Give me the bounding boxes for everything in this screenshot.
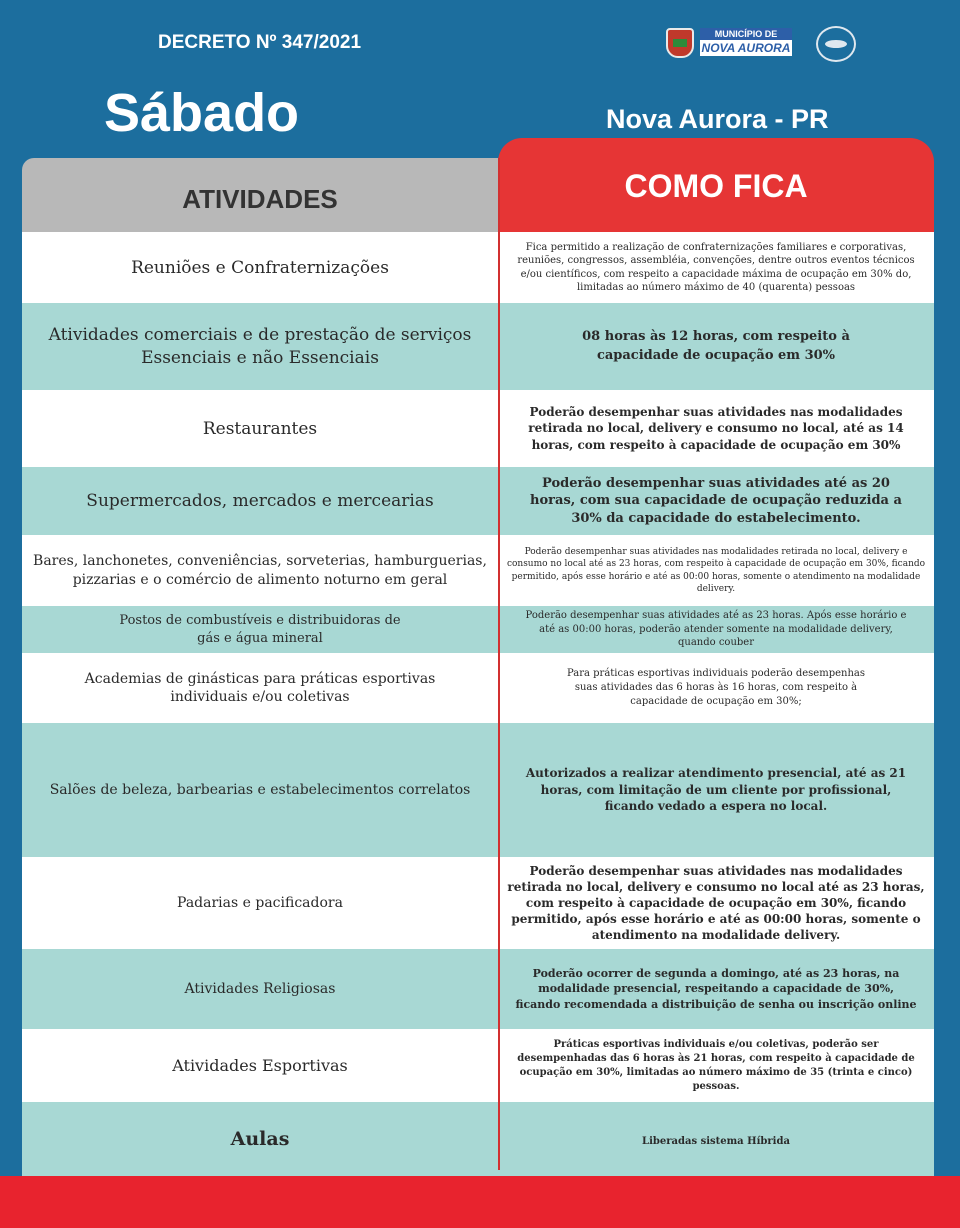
footer-band xyxy=(0,1176,960,1228)
table-row xyxy=(22,723,934,857)
how-cell: Poderão desempenhar suas atividades nas modalidades retirada no local, delivery e consumo no local até as 23 horas, com respeito à capacidade de ocupação em 30%, ficando permitido, após esse horário e até as 00:00 horas, somente o atendimento na modalidade delivery. xyxy=(507,863,925,943)
table-row xyxy=(22,653,934,723)
seal-icon xyxy=(816,26,856,62)
activity-cell: Academias de ginásticas para práticas esportivas individuais e/ou coletivas xyxy=(84,670,436,705)
activity-cell: Aulas xyxy=(230,1128,290,1150)
activities-header xyxy=(22,158,498,232)
table-row xyxy=(22,606,934,653)
table-row xyxy=(22,949,934,1029)
how-header xyxy=(498,138,934,232)
how-cell: Para práticas esportivas individuais poderão desempenhas suas atividades das 6 horas às 16 horas, com respeito à capacidade de ocupação em 30%; xyxy=(566,668,865,707)
activities-header-label: ATIVIDADES xyxy=(182,184,338,214)
activity-cell: Atividades comerciais e de prestação de serviços Essenciais e não Essenciais xyxy=(48,325,472,368)
how-cell: Poderão desempenhar suas atividades até as 20 horas, com sua capacidade de ocupação reduzida a 30% da capacidade do estabelecimento. xyxy=(530,475,902,526)
activity-cell: Supermercados, mercados e mercearias xyxy=(86,491,434,511)
logo-line1: MUNICÍPIO DE xyxy=(700,28,792,40)
column-divider xyxy=(498,158,500,1170)
table-row xyxy=(22,303,934,390)
how-cell: Poderão desempenhar suas atividades até as 23 horas. Após esse horário e até as 00:00 horas, poderão atender somente na modalidade delivery, quando couber xyxy=(525,610,907,649)
how-cell: Poderão desempenhar suas atividades nas modalidades retirada no local, delivery e consumo no local até as 23 horas, com respeito à capacidade de ocupação em 30%, ficando permitido, após esse horário e até as 00:00 horas, somente o atendimento na modalidade delivery. xyxy=(506,547,926,594)
activity-cell: Postos de combustíveis e distribuidoras de gás e água mineral xyxy=(119,612,401,646)
how-cell: Práticas esportivas individuais e/ou coletivas, poderão ser desempenhadas das 6 horas às 21 horas, com respeito à capacidade de ocupação em 30%, limitadas ao número máximo de 35 (trinta e cinco) pessoas. xyxy=(517,1038,915,1092)
day-title: Sábado xyxy=(104,83,300,143)
table-row xyxy=(22,467,934,535)
decree-number: DECRETO Nº 347/2021 xyxy=(158,32,362,53)
activity-cell: Bares, lanchonetes, conveniências, sorveterias, hamburguerias, pizzarias e o comércio de alimento noturno em geral xyxy=(33,553,487,588)
activity-cell: Restaurantes xyxy=(202,418,318,439)
how-cell: Poderão desempenhar suas atividades nas modalidades retirada no local, delivery e consumo no local, até as 14 horas, com respeito à capacidade de ocupação em 30% xyxy=(528,405,904,452)
how-cell: Liberadas sistema Híbrida xyxy=(642,1136,790,1147)
how-cell: Fica permitido a realização de confraternizações familiares e corporativas, reuniões, congressos, assembléia, convenções, dentre outros eventos técnicos e/ou científicos, com respeito a capacidade máxima de ocupação em 30% do, limitadas ao número máximo de 40 (quarenta) pessoas xyxy=(517,241,915,293)
table-row xyxy=(22,1102,934,1176)
how-cell: Autorizados a realizar atendimento presencial, até as 21 horas, com limitação de um cliente por profissional, ficando vedado a espera no local. xyxy=(525,765,907,814)
how-cell: 08 horas às 12 horas, com respeito à capacidade de ocupação em 30% xyxy=(582,329,850,363)
activity-cell: Atividades Religiosas xyxy=(184,981,336,997)
municipality-logo xyxy=(666,28,796,58)
how-header-label: COMO FICA xyxy=(624,168,808,204)
activity-cell: Padarias e pacificadora xyxy=(177,895,343,911)
coat-of-arms-icon xyxy=(666,28,694,58)
logo-line2: NOVA AURORA xyxy=(701,41,791,55)
activity-cell: Atividades Esportivas xyxy=(172,1056,348,1075)
activity-cell: Reuniões e Confraternizações xyxy=(131,257,389,278)
table-row xyxy=(22,857,934,949)
table-row xyxy=(22,1029,934,1102)
decree-table xyxy=(22,158,934,1176)
how-cell: Poderão ocorrer de segunda a domingo, até as 23 horas, na modalidade presencial, respeitando a capacidade de 30%, ficando recomendada a distribuição de senha ou inscrição online xyxy=(515,966,917,1011)
activity-cell: Salões de beleza, barbearias e estabelecimentos correlatos xyxy=(49,782,471,798)
city-name: Nova Aurora - PR xyxy=(606,104,829,134)
table-row xyxy=(22,232,934,303)
table-row xyxy=(22,390,934,467)
table-row xyxy=(22,535,934,606)
